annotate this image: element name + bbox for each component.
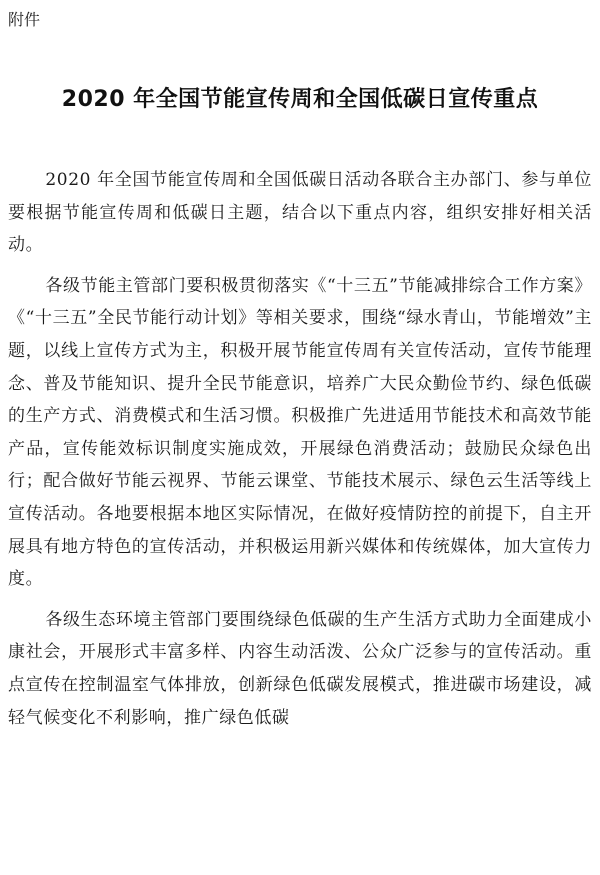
- attachment-label: 附件: [8, 10, 41, 29]
- document-title: 2020 年全国节能宣传周和全国低碳日宣传重点: [61, 87, 539, 112]
- paragraph-intro: 2020 年全国节能宣传周和全国低碳日活动各联合主办部门、参与单位要根据节能宣传周和低碳日主题，结合以下重点内容，组织安排好相关活动。: [8, 170, 592, 256]
- paragraph-ecology-departments: 各级生态环境主管部门要围绕绿色低碳的生产生活方式助力全面建成小康社会，开展形式丰富多样、内容生动活泼、公众广泛参与的宣传活动。重点宣传在控制温室气体排放，创新绿色低碳发展模式，推进碳市场建设，减轻气候变化不利影响，推广绿色低碳: [8, 609, 592, 728]
- paragraph-energy-departments: 各级节能主管部门要积极贯彻落实《“十三五”节能减排综合工作方案》《“十三五”全民节能行动计划》等相关要求，围绕“绿水青山，节能增效”主题，以线上宣传方式为主，积极开展节能宣传周有关宣传活动，宣传节能理念、普及节能知识、提升全民节能意识，培养广大民众勤俭节约、绿色低碳的生产方式、消费模式和生活习惯。积极推广先进适用节能技术和高效节能产品，宣传能效标识制度实施成效，开展绿色消费活动；鼓励民众绿色出行；配合做好节能云视界、节能云课堂、节能技术展示、绿色云生活等线上宣传活动。各地要根据本地区实际情况，在做好疫情防控的前提下，自主开展具有地方特色的宣传活动，并积极运用新兴媒体和传统媒体，加大宣传力度。: [8, 275, 592, 590]
- document-body: [8, 164, 592, 734]
